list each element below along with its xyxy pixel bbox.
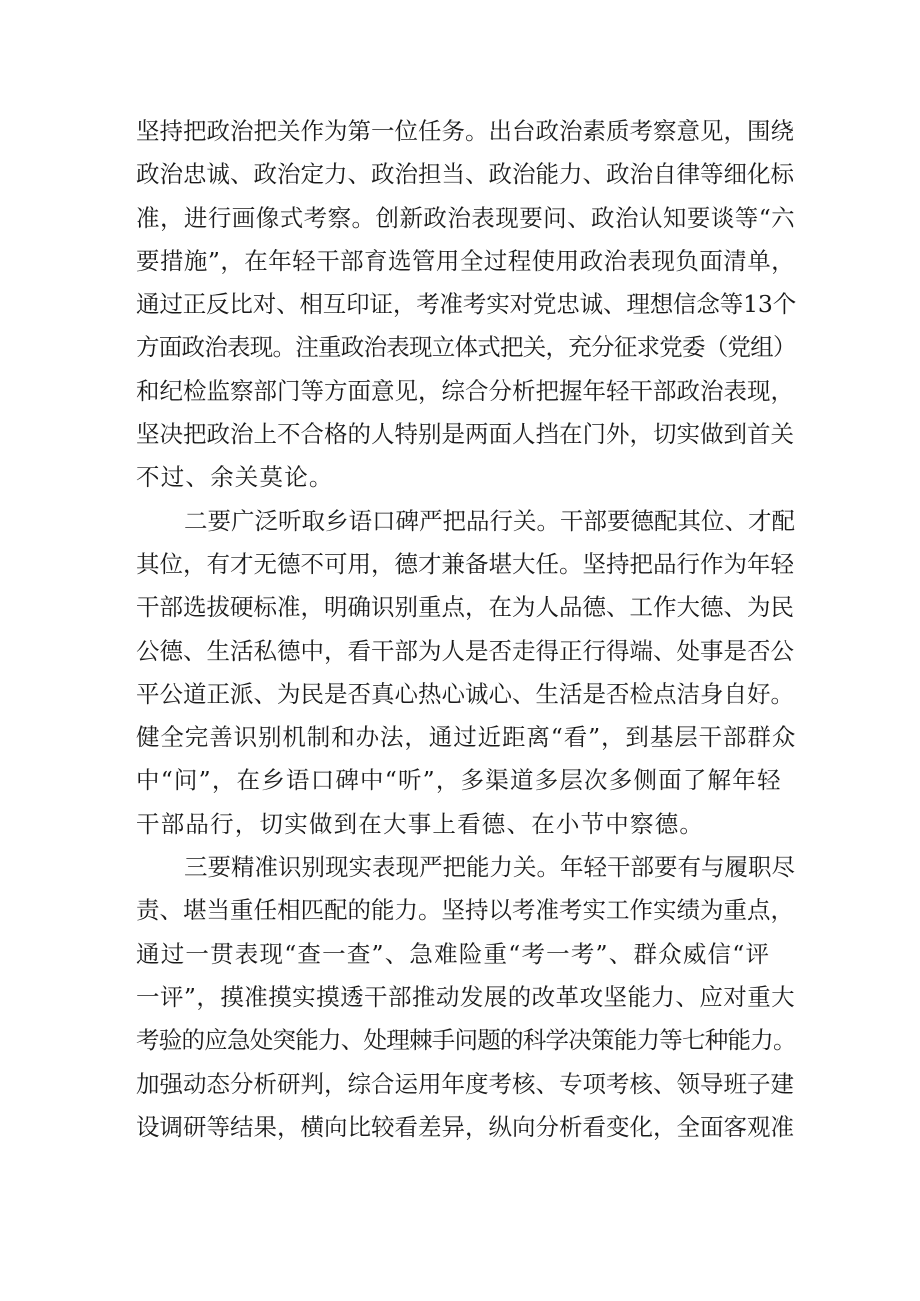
text-line: 一评”，摸准摸实摸透干部推动发展的改革攻坚能力、应对重大 [136,982,796,1011]
text-line: 设调研等结果，横向比较看差异，纵向分析看变化，全面客观准 [136,1112,794,1141]
text-line: 干部选拔硬标准，明确识别重点，在为人品德、工作大德、为民 [136,593,794,622]
text-line: 公德、生活私德中，看干部为人是否走得正行得端、处事是否公 [136,636,794,665]
text-line: 坚决把政治上不合格的人特别是两面人挡在门外，切实做到首关 [136,420,794,449]
text-line: 和纪检监察部门等方面意见，综合分析把握年轻干部政治表现， [136,376,794,405]
body-text [136,110,796,1149]
paragraph-start-line: 二要广泛听取乡语口碑严把品行关。干部要德配其位、才配 [184,506,795,535]
text-line: 通过一贯表现“查一查”、急难险重“考一考”、群众威信“评 [136,939,771,968]
text-line: 准，进行画像式考察。创新政治表现要问、政治认知要谈等“六 [136,203,796,232]
text-line: 坚持把政治把关作为第一位任务。出台政治素质考察意见，围绕 [136,117,794,145]
text-line: 责、堪当重任相匹配的能力。坚持以考准考实工作实绩为重点， [136,896,794,925]
text-line: 干部品行，切实做到在大事上看德、在小节中察德。 [136,809,705,838]
paragraph-start-line: 三要精准识别现实表现严把能力关。年轻干部要有与履职尽 [184,853,795,882]
text-line: 平公道正派、为民是否真心热心诚心、生活是否检点洁身自好。 [136,679,794,708]
text-line: 其位，有才无德不可用，德才兼备堪大任。坚持把品行作为年轻 [136,549,794,578]
text-line: 政治忠诚、政治定力、政治担当、政治能力、政治自律等细化标 [136,160,794,189]
text-line: 中“问”，在乡语口碑中“听”，多渠道多层次多侧面了解年轻 [136,766,782,795]
text-line: 加强动态分析研判，综合运用年度考核、专项考核、领导班子建 [136,1069,794,1098]
text-line: 通过正反比对、相互印证，考准考实对党忠诚、理想信念等13个 [136,290,797,319]
text-line: 要措施”，在年轻干部育选管用全过程使用政治表现负面清单， [136,246,796,275]
text-line: 健全完善识别机制和办法，通过近距离“看”，到基层干部群众 [136,723,797,752]
text-line: 方面政治表现。注重政治表现立体式把关，充分征求党委（党组） [136,333,796,362]
text-line: 考验的应急处突能力、处理棘手问题的科学决策能力等七种能力。 [136,1026,796,1055]
text-line: 不过、余关莫论。 [136,463,334,492]
